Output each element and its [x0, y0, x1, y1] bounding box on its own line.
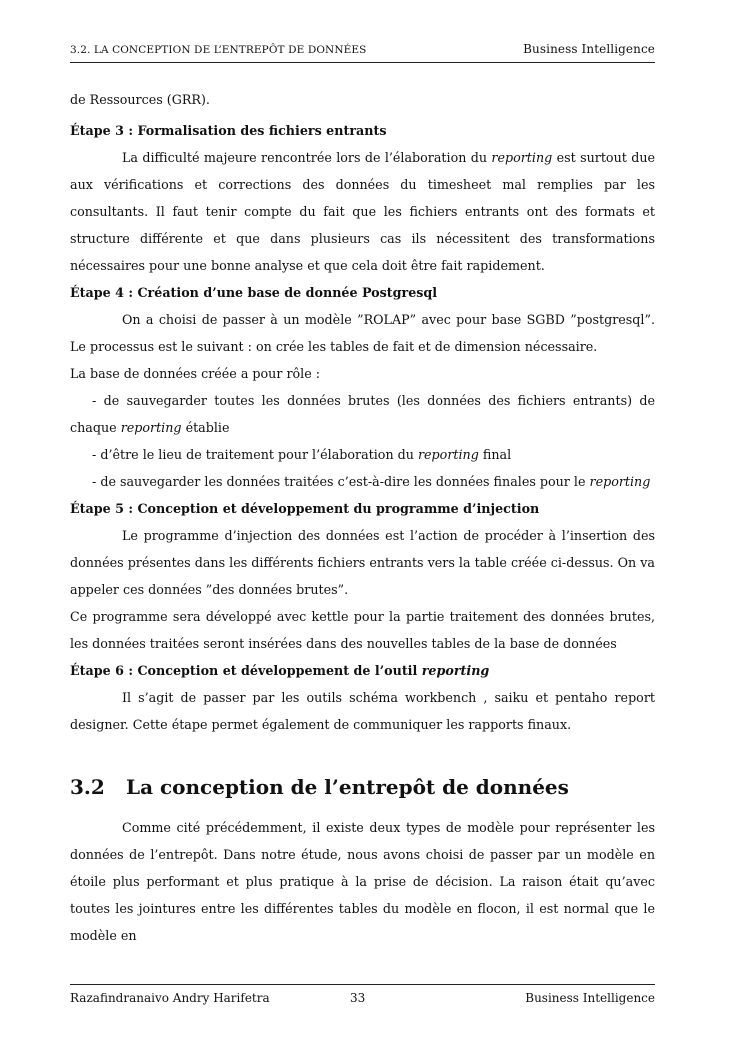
role-2-text-a: - d’être le lieu de traitement pour l’élaboration du [92, 447, 418, 462]
step-3-paragraph [70, 144, 655, 279]
footer-author: Razafindranaivo Andry Harifetra [70, 991, 270, 1005]
page-number: 33 [350, 991, 366, 1005]
role-3-emphasis: reporting [589, 474, 651, 489]
step-3-text-a: La difficulté majeure rencontrée lors de l’élaboration du [122, 150, 492, 165]
role-1-text-a: - de sauvegarder toutes les données brutes (les données des fichiers entrants) de chaque [70, 393, 655, 435]
intro-line: de Ressources (GRR). [70, 92, 210, 107]
step-4-paragraph: On a choisi de passer à un modèle ”ROLAP” avec pour base SGBD ”postgresql”. Le processus est le suivant : on crée les tables de fait et de dimension nécessaire. [70, 312, 655, 354]
section-title: La conception de l’entrepôt de données [126, 775, 569, 799]
page-footer [70, 991, 655, 1009]
role-1-emphasis: reporting [120, 420, 182, 435]
step-4-role-1 [70, 387, 655, 441]
header-book-title: Business Intelligence [523, 42, 655, 56]
role-2-text-b: final [478, 447, 512, 462]
section-number: 3.2 [70, 775, 105, 799]
footer-book-title: Business Intelligence [525, 991, 655, 1005]
section-paragraph: Comme cité précédemment, il existe deux types de modèle pour représenter les données de l’entrepôt. Dans notre étude, nous avons choisi de passer par un modèle en étoile plus performant et plus pratique à la prise de décision. La raison était qu’avec toutes les jointures entre les différentes tables du modèle en flocon, il est normal que le modèle en [70, 820, 655, 943]
header-rule [70, 62, 655, 63]
section-heading [70, 772, 655, 802]
page-body [70, 86, 655, 949]
step-3-heading: Étape 3 : Formalisation des fichiers entrants [70, 123, 387, 138]
step-5-paragraph-2: Ce programme sera développé avec kettle pour la partie traitement des données brutes, les données traitées seront insérées dans des nouvelles tables de la base de données [70, 609, 655, 651]
header-chapter-title: 3.2. LA CONCEPTION DE L’ENTREPÔT DE DONNÉES [70, 44, 367, 56]
step-4-roles-intro: La base de données créée a pour rôle : [70, 366, 321, 381]
step-6-heading-text: Étape 6 : Conception et développement de l’outil [70, 663, 422, 678]
step-4-heading: Étape 4 : Création d’une base de donnée Postgresql [70, 285, 438, 300]
role-3-text-a: - de sauvegarder les données traitées c’est-à-dire les données finales pour le [92, 474, 590, 489]
step-3-emphasis: reporting [491, 150, 553, 165]
step-6-paragraph: Il s’agit de passer par les outils schéma workbench , saiku et pentaho report designer. Cette étape permet également de communiquer les rapports finaux. [70, 690, 655, 732]
role-2-emphasis: reporting [417, 447, 479, 462]
step-5-heading: Étape 5 : Conception et développement du programme d’injection [70, 501, 540, 516]
step-6-heading-emphasis: reporting [421, 663, 490, 678]
step-3-text-b: est surtout due aux vérifications et corrections des données du timesheet mal remplies par les consultants. Il faut tenir compte du fait que les fichiers entrants ont des formats et structure différente et que dans plusieurs cas ils nécessitent des transformations nécessaires pour une bonne analyse et que cela doit être fait rapidement. [70, 150, 655, 273]
running-header [70, 42, 655, 56]
step-4-role-2 [70, 441, 655, 468]
role-1-text-b: établie [181, 420, 230, 435]
step-5-paragraph-1: Le programme d’injection des données est l’action de procéder à l’insertion des données présentes dans les différents fichiers entrants vers la table créée ci-dessus. On va appeler ces données ”des données brutes”. [70, 528, 655, 597]
step-6-heading [70, 657, 655, 684]
step-4-role-3 [70, 468, 655, 495]
footer-rule [70, 984, 655, 985]
